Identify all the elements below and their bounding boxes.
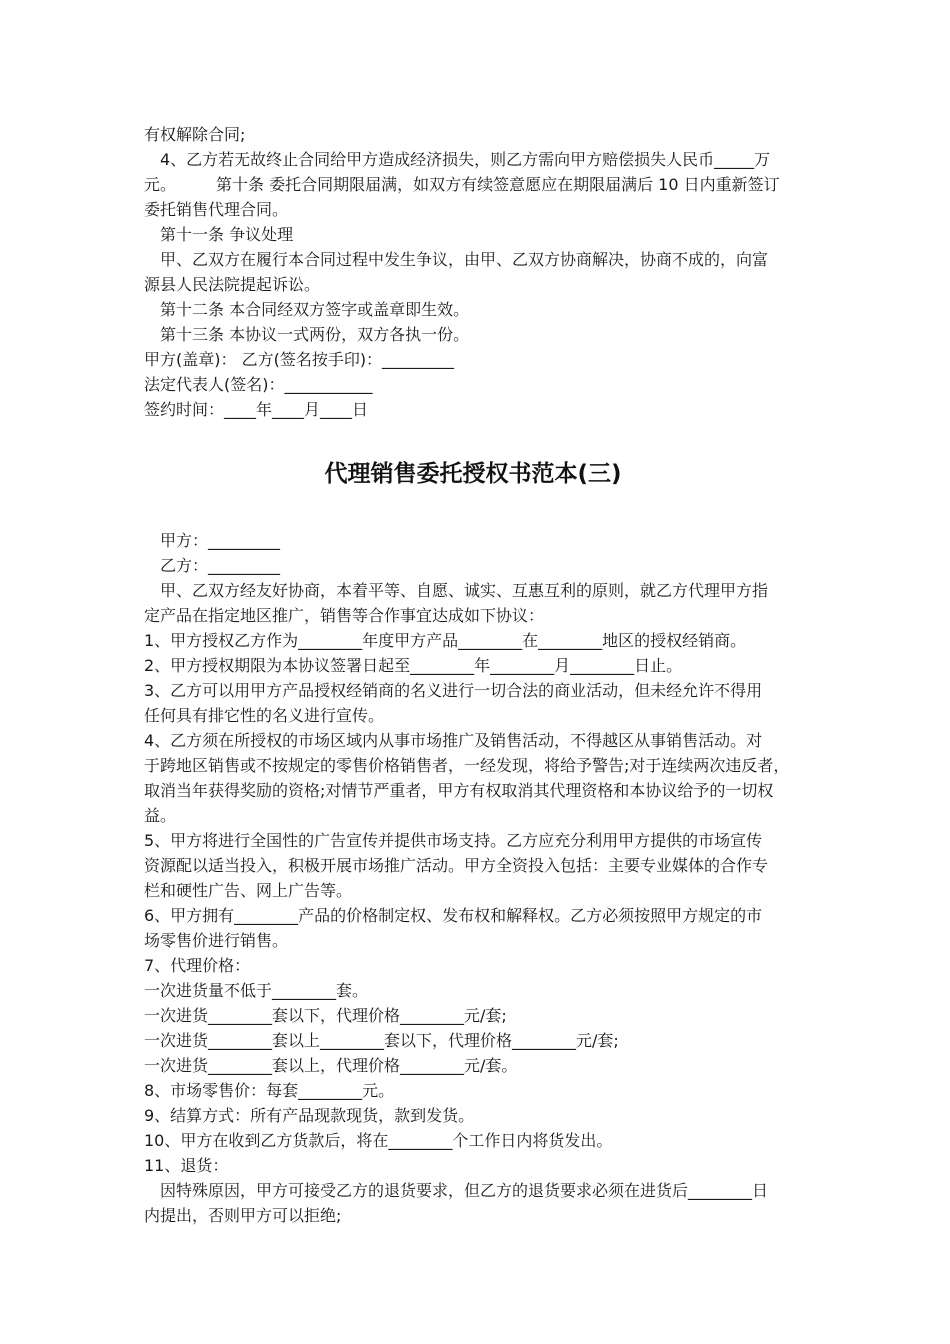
signature-line: 法定代表人(签名)：___________ <box>144 375 373 394</box>
document-title: 代理销售委托授权书范本(三) <box>324 461 622 487</box>
text-line: 内提出，否则甲方可以拒绝; <box>144 1206 342 1225</box>
text-line: 委托销售代理合同。 <box>144 200 289 219</box>
text-line: 任何具有排它性的名义进行宣传。 <box>144 706 385 725</box>
text-line: 第十三条 本协议一式两份，双方各执一份。 <box>160 325 470 344</box>
text-line: 甲、乙双方经友好协商，本着平等、自愿、诚实、互惠互利的原则，就乙方代理甲方指 <box>160 581 769 600</box>
party-a-line: 甲方：_________ <box>160 531 281 550</box>
text-line: 一次进货________套以上________套以下，代理价格________元/套; <box>144 1031 619 1050</box>
clause-line: 1、甲方授权乙方作为________年度甲方产品________在________地区的授权经销商。 <box>144 631 747 650</box>
clause-line: 7、代理价格： <box>144 956 251 975</box>
text-line: 因特殊原因，甲方可接受乙方的退货要求，但乙方的退货要求必须在进货后________日 <box>160 1181 769 1200</box>
clause-line: 9、结算方式：所有产品现款现货，款到发货。 <box>144 1106 475 1125</box>
text-line: 取消当年获得奖励的资格;对情节严重者，甲方有权取消其代理资格和本协议给予的一切权 <box>144 781 774 800</box>
text-line: 一次进货________套以下，代理价格________元/套; <box>144 1006 507 1025</box>
signature-date-line: 签约时间：____年____月____日 <box>144 400 369 419</box>
text-line: 栏和硬性广告、网上广告等。 <box>144 881 353 900</box>
text-line: 源县人民法院提起诉讼。 <box>144 275 321 294</box>
text-line: 甲、乙双方在履行本合同过程中发生争议，由甲、乙双方协商解决，协商不成的，向富 <box>160 250 769 269</box>
text-line: 一次进货________套以上，代理价格________元/套。 <box>144 1056 518 1075</box>
clause-line: 3、乙方可以用甲方产品授权经销商的名义进行一切合法的商业活动，但未经允许不得用 <box>144 681 763 700</box>
text-line: 4、乙方若无故终止合同给甲方造成经济损失，则乙方需向甲方赔偿损失人民币_____万 <box>160 150 771 169</box>
text-line: 于跨地区销售或不按规定的零售价格销售者，一经发现，将给予警告;对于连续两次违反者， <box>144 756 790 775</box>
signature-line: 甲方(盖章)： 乙方(签名按手印)：_________ <box>144 350 455 369</box>
text-line: 资源配以适当投入，积极开展市场推广活动。甲方全资投入包括：主要专业媒体的合作专 <box>144 856 769 875</box>
text-line: 元。 第十条 委托合同期限届满，如双方有续签意愿应在期限届满后 10 日内重新签订 <box>144 175 780 194</box>
clause-line: 2、甲方授权期限为本协议签署日起至________年________月________日止。 <box>144 656 683 675</box>
text-line: 第十二条 本合同经双方签字或盖章即生效。 <box>160 300 470 319</box>
section-heading: 第十一条 争议处理 <box>160 225 294 244</box>
party-b-line: 乙方：_________ <box>160 556 281 575</box>
clause-line: 10、甲方在收到乙方货款后，将在________个工作日内将货发出。 <box>144 1131 613 1150</box>
clause-line: 4、乙方须在所授权的市场区域内从事市场推广及销售活动，不得越区从事销售活动。对 <box>144 731 763 750</box>
document-page <box>144 122 812 1228</box>
text-line: 有权解除合同; <box>144 125 246 144</box>
clause-line: 11、退货： <box>144 1156 229 1175</box>
text-line: 益。 <box>144 806 177 825</box>
clause-line: 5、甲方将进行全国性的广告宣传并提供市场支持。乙方应充分利用甲方提供的市场宣传 <box>144 831 763 850</box>
text-line: 定产品在指定地区推广，销售等合作事宜达成如下协议： <box>144 606 545 625</box>
text-line: 一次进货量不低于________套。 <box>144 981 369 1000</box>
text-line: 场零售价进行销售。 <box>144 931 289 950</box>
clause-line: 6、甲方拥有________产品的价格制定权、发布权和解释权。乙方必须按照甲方规定的市 <box>144 906 763 925</box>
clause-line: 8、市场零售价：每套________元。 <box>144 1081 395 1100</box>
